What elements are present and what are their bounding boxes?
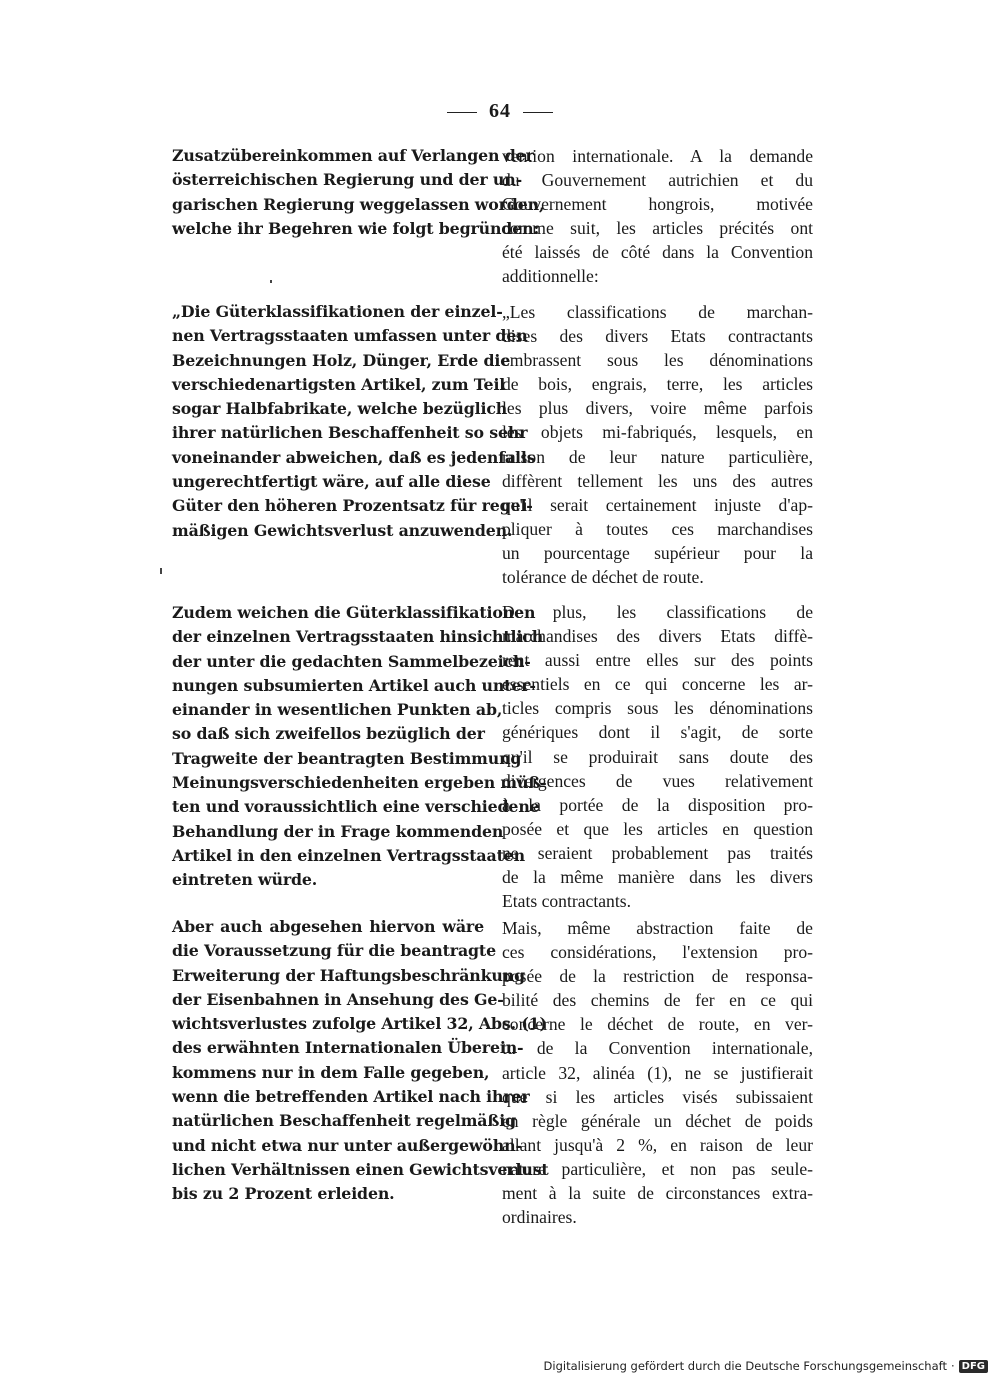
text-line: diffèrent tellement les uns des autres: [502, 470, 813, 491]
text-line: nungen subsumierten Artikel auch unter-: [172, 675, 536, 695]
text-line: posée de la restriction de responsa-: [502, 966, 813, 987]
footer-text: Digitalisierung gefördert durch die Deutsche Forschungsgemeinschaft: [543, 1359, 947, 1373]
text-line: wenn die betreffenden Artikel nach ihrer: [172, 1087, 530, 1107]
text-line: mäßigen Gewichtsverlust anzuwenden.: [172, 520, 513, 540]
text-line: à la portée de la disposition pro-: [502, 794, 813, 815]
text-line: vention internationale. A la demande: [502, 146, 813, 166]
text-line: de bois, engrais, terre, les articles: [502, 374, 813, 395]
scan-speck: [270, 280, 272, 283]
text-line: raison de leur nature particulière,: [502, 446, 813, 467]
text-line: qu'il serait certainement injuste d'ap-: [502, 494, 813, 515]
text-line: De plus, les classifications de: [502, 602, 813, 622]
text-line: kommens nur in dem Falle gegeben,: [172, 1062, 490, 1082]
text-line: welche ihr Begehren wie folgt begründen:: [172, 218, 540, 238]
text-line: einander in wesentlichen Punkten ab,: [172, 700, 503, 720]
text-line: comme suit, les articles précités ont: [502, 218, 813, 239]
french-paragraph-4: [502, 916, 813, 1229]
text-line: Meinungsverschiedenheiten ergeben müß-: [172, 773, 547, 793]
text-line: de la même manière dans les divers: [502, 867, 813, 888]
german-paragraph-1: [172, 144, 545, 241]
text-line: nature particulière, et non pas seule-: [502, 1158, 813, 1179]
text-line: concerne le déchet de route, en ver-: [502, 1014, 813, 1035]
text-line: un pourcentage supérieur pour la: [502, 542, 813, 563]
text-line: garischen Regierung weggelassen worden,: [172, 194, 545, 214]
french-paragraph-1: [502, 144, 813, 289]
text-line: voneinander abweichen, daß es jedenfalls: [172, 447, 536, 467]
german-paragraph-3: [172, 601, 547, 893]
text-line: Gouvernement hongrois, motivée: [502, 194, 813, 215]
french-paragraph-2: [502, 300, 813, 589]
text-line: Zusatzübereinkommen auf Verlangen der: [172, 146, 534, 165]
text-line: ne seraient probablement pas traités: [502, 842, 813, 863]
text-line: österreichischen Regierung und der un-: [172, 170, 522, 190]
text-line: tu de la Convention internationale,: [502, 1038, 813, 1059]
text-line: nen Vertragsstaaten umfassen unter den: [172, 326, 528, 346]
text-line: der Eisenbahnen in Ansehung des Ge-: [172, 989, 504, 1009]
text-line: die Voraussetzung für die beantragte: [172, 941, 496, 961]
text-line: natürlichen Beschaffenheit regelmäßig: [172, 1111, 516, 1131]
footer: [544, 1359, 988, 1373]
text-line: bilité des chemins de fer en ce qui: [502, 990, 813, 1011]
text-line: Bezeichnungen Holz, Dünger, Erde die: [172, 350, 511, 370]
text-line: ces considérations, l'extension pro-: [502, 942, 813, 963]
text-line: en règle générale un déchet de poids: [502, 1110, 813, 1131]
page-number: [0, 100, 1000, 123]
text-line: „Les classifications de marchan-: [502, 302, 813, 322]
text-line: eintreten würde.: [172, 870, 318, 890]
text-line: article 32, alinéa (1), ne se justifierait: [502, 1062, 813, 1083]
right-dash: [523, 112, 553, 113]
text-line: du Gouvernement autrichien et du: [502, 170, 813, 191]
scan-speck: [160, 568, 162, 574]
text-line: des erwähnten Internationalen Überein-: [172, 1038, 524, 1058]
text-line: Zudem weichen die Güterklassifikationen: [172, 603, 536, 622]
text-line: embrassent sous les dénominations: [502, 350, 813, 371]
text-line: Artikel in den einzelnen Vertragsstaaten: [172, 845, 525, 865]
text-line: dises des divers Etats contractants: [502, 326, 813, 347]
text-line: der unter die gedachten Sammelbezeich-: [172, 651, 531, 671]
text-line: posée et que les articles en question: [502, 818, 813, 839]
text-line: Etats contractants.: [502, 891, 631, 912]
text-line: ungerechtfertigt wäre, auf alle diese: [172, 472, 491, 492]
text-line: ment à la suite de circonstances extra-: [502, 1183, 813, 1204]
text-line: essentiels en ce qui concerne les ar-: [502, 674, 813, 695]
text-line: additionnelle:: [502, 266, 599, 287]
text-line: qu'il se produirait sans doute des: [502, 746, 813, 767]
page-number-text: 64: [489, 100, 511, 122]
text-line: Aber auch abgesehen hiervon wäre: [172, 917, 484, 936]
text-line: wichtsverlustes zufolge Artikel 32, Abs. (1): [172, 1014, 547, 1034]
text-line: que si les articles visés subissaient: [502, 1086, 813, 1107]
text-line: marchandises des divers Etats diffè-: [502, 626, 813, 647]
text-line: und nicht etwa nur unter außergewöhn-: [172, 1135, 522, 1155]
text-line: génériques dont il s'agit, de sorte: [502, 722, 813, 743]
dfg-logo: DFG: [959, 1360, 988, 1373]
left-dash: [447, 112, 477, 113]
text-line: Erweiterung der Haftungsbeschränkung: [172, 965, 525, 985]
text-line: allant jusqu'à 2 %, en raison de leur: [502, 1134, 813, 1155]
text-line: ordinaires.: [502, 1207, 577, 1228]
text-line: été laissés de côté dans la Convention: [502, 242, 813, 263]
german-paragraph-2: [172, 300, 536, 543]
text-line: „Die Güterklassifikationen der einzel-: [172, 302, 503, 321]
text-line: verschiedenartigsten Artikel, zum Teil: [172, 374, 506, 394]
text-line: bis zu 2 Prozent erleiden.: [172, 1184, 395, 1204]
text-line: les objets mi-fabriqués, lesquels, en: [502, 422, 813, 443]
text-line: Tragweite der beantragten Bestimmung: [172, 748, 522, 768]
french-paragraph-3: [502, 600, 813, 913]
text-line: divergences de vues relativement: [502, 770, 813, 791]
text-line: Mais, même abstraction faite de: [502, 918, 813, 938]
text-line: pliquer à toutes ces marchandises: [502, 518, 813, 539]
text-line: ticles compris sous les dénominations: [502, 698, 813, 719]
text-line: les plus divers, voire même parfois: [502, 398, 813, 419]
text-line: rent aussi entre elles sur des points: [502, 650, 813, 671]
text-line: so daß sich zweifellos bezüglich der: [172, 724, 485, 744]
text-line: sogar Halbfabrikate, welche bezüglich: [172, 399, 508, 419]
text-line: der einzelnen Vertragsstaaten hinsichtlich: [172, 627, 544, 647]
text-line: ihrer natürlichen Beschaffenheit so sehr: [172, 423, 528, 443]
german-paragraph-4: [172, 915, 549, 1207]
text-line: lichen Verhältnissen einen Gewichtsverlust: [172, 1159, 549, 1179]
text-line: Güter den höheren Prozentsatz für regel-: [172, 496, 533, 516]
footer-separator: ·: [951, 1359, 955, 1373]
text-line: tolérance de déchet de route.: [502, 567, 704, 588]
text-line: Behandlung der in Frage kommenden: [172, 821, 504, 841]
text-line: ten und voraussichtlich eine verschiedene: [172, 797, 540, 817]
